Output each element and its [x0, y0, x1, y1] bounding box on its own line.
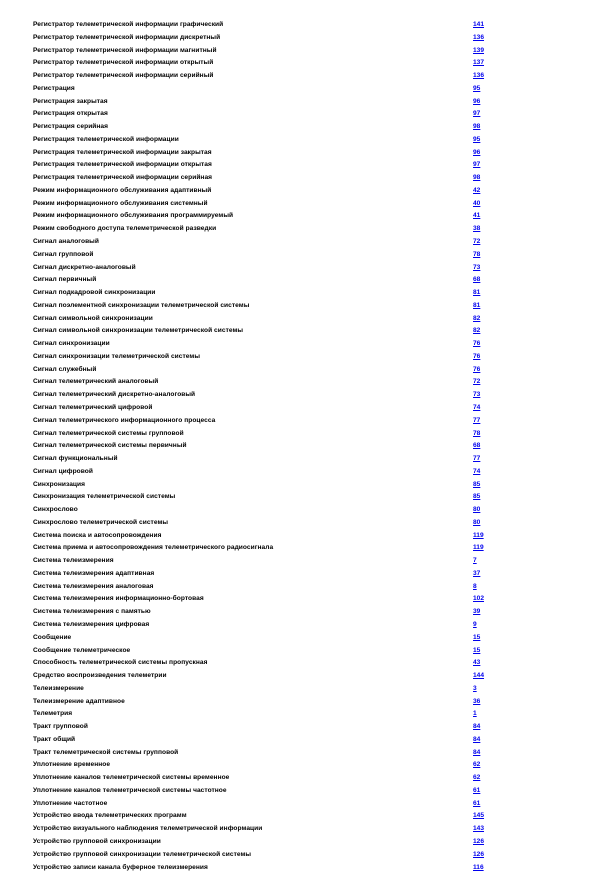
index-entry [33, 504, 493, 517]
index-term: Сигнал функциональный [33, 455, 118, 463]
index-page-link[interactable]: 80 [473, 506, 481, 514]
index-term: Сигнал синхронизации [33, 340, 110, 348]
index-entry [33, 159, 493, 172]
index-term: Система приема и автосопровождения телеметрического радиосигнала [33, 544, 274, 552]
index-term: Регистрация телеметрической информации открытая [33, 161, 212, 169]
index-page-link[interactable]: 97 [473, 161, 481, 169]
index-entry [33, 657, 493, 670]
index-page-link[interactable]: 1 [473, 710, 477, 718]
index-entry [33, 96, 493, 109]
index-term: Сигнал служебный [33, 365, 97, 373]
index-term: Синхрослово [33, 506, 78, 514]
index-entry [33, 236, 493, 249]
index-term: Регистратор телеметрической информации графический [33, 21, 224, 28]
index-page-link[interactable]: 95 [473, 84, 481, 92]
index-page-link[interactable]: 76 [473, 352, 481, 360]
index-page-link[interactable]: 37 [473, 569, 481, 577]
index-page-link[interactable]: 80 [473, 518, 481, 526]
index-entry [33, 338, 493, 351]
index-entry [33, 747, 493, 760]
index-entry [33, 798, 493, 811]
index-term: Регистрация телеметрической информации серийная [33, 174, 213, 182]
index-page-link[interactable]: 73 [473, 263, 481, 271]
index-entry [33, 262, 493, 275]
index-entry [33, 121, 493, 134]
index-page-link[interactable]: 43 [473, 659, 481, 667]
index-entry [33, 517, 493, 530]
index-page-link[interactable]: 98 [473, 174, 481, 182]
index-page-link[interactable]: 9 [473, 620, 477, 628]
index-term: Средство воспроизведения телеметрии [33, 672, 167, 680]
index-entry [33, 823, 493, 836]
index-term: Тракт общий [33, 735, 76, 743]
index-term: Режим информационного обслуживания адаптивный [33, 186, 212, 194]
index-entry [33, 172, 493, 185]
index-page-link[interactable]: 72 [473, 238, 481, 246]
index-entry [33, 772, 493, 785]
index-entry [33, 223, 493, 236]
index-entry [33, 300, 493, 313]
index-page-link[interactable]: 38 [473, 225, 481, 233]
index-page-link[interactable]: 68 [473, 276, 481, 284]
index-entry [33, 45, 493, 58]
index-term: Устройство ввода телеметрических программ [33, 812, 187, 820]
index-term: Устройство визуального наблюдения телеметрической информации [33, 825, 263, 833]
index-term: Синхрослово телеметрической системы [33, 518, 169, 526]
index-page-link[interactable]: 85 [473, 480, 481, 488]
index-term: Сигнал телеметрический аналоговый [33, 378, 159, 386]
index-page-link[interactable]: 42 [473, 186, 481, 194]
index-page-link[interactable]: 141 [473, 21, 485, 28]
index-entry [33, 210, 493, 223]
index-page-link[interactable]: 81 [473, 289, 481, 297]
index-entry [33, 862, 493, 874]
index-page-link[interactable]: 84 [473, 723, 481, 731]
index-term: Регистрация серийная [33, 123, 109, 131]
index-entry [33, 836, 493, 849]
index-page-link[interactable]: 68 [473, 442, 481, 450]
index-entry [33, 415, 493, 428]
index-page-link[interactable]: 102 [473, 595, 485, 603]
index-entry [33, 57, 493, 70]
index-term: Система телеизмерения аналоговая [33, 582, 154, 590]
index-entry [33, 708, 493, 721]
index-page-link[interactable]: 39 [473, 608, 481, 616]
index-page-link[interactable]: 61 [473, 786, 481, 794]
index-entry [33, 810, 493, 823]
index-term: Устройство записи канала буферное телеизмерения [33, 863, 208, 871]
index-entry [33, 606, 493, 619]
index-term: Телеизмерение [33, 684, 84, 692]
index-entry [33, 568, 493, 581]
index-term: Регистрация телеметрической информации [33, 135, 179, 143]
index-page-link[interactable]: 15 [473, 646, 481, 654]
index-term: Телеметрия [33, 710, 73, 718]
index-entry [33, 734, 493, 747]
index-term: Сигнал символьной синхронизации [33, 314, 153, 322]
index-entry [33, 108, 493, 121]
index-term: Система телеизмерения [33, 557, 114, 565]
index-term: Сигнал цифровой [33, 467, 93, 475]
index-entry [33, 785, 493, 798]
index-page-link[interactable]: 61 [473, 799, 481, 807]
index-entry [33, 249, 493, 262]
index-page-link[interactable]: 74 [473, 467, 481, 475]
index-term: Режим свободного доступа телеметрической разведки [33, 225, 217, 233]
index-term: Сигнал поэлементной синхронизации телеметрической системы [33, 301, 250, 309]
index-page-link[interactable]: 81 [473, 301, 481, 309]
index-entry [33, 849, 493, 862]
index-term: Устройство групповой синхронизации телеметрической системы [33, 850, 252, 858]
index-page-link[interactable]: 77 [473, 455, 481, 463]
index-page-link[interactable]: 72 [473, 378, 481, 386]
index-page-link[interactable]: 76 [473, 340, 481, 348]
index-entry [33, 491, 493, 504]
index-page-link[interactable]: 74 [473, 403, 481, 411]
index-term: Сигнал подкадровой синхронизации [33, 289, 156, 297]
index-entry [33, 453, 493, 466]
index-page-link[interactable]: 3 [473, 684, 477, 692]
index-entry [33, 364, 493, 377]
index-term: Сигнал синхронизации телеметрической системы [33, 352, 200, 360]
index-entry [33, 466, 493, 479]
index-term: Синхронизация телеметрической системы [33, 493, 176, 501]
index-term: Система поиска и автосопровождения [33, 531, 162, 539]
index-page-link[interactable]: 62 [473, 774, 481, 782]
index-page-link[interactable]: 96 [473, 97, 481, 105]
index-page-link[interactable]: 97 [473, 110, 481, 118]
index-term: Уплотнение каналов телеметрической системы частотное [33, 786, 227, 794]
index-term: Сообщение телеметрическое [33, 646, 131, 654]
index-entry [33, 389, 493, 402]
index-term: Сигнал дискретно-аналоговый [33, 263, 136, 271]
index-page-link[interactable]: 84 [473, 735, 481, 743]
index-entry [33, 593, 493, 606]
index-page-link[interactable]: 96 [473, 148, 481, 156]
index-page-link[interactable]: 7 [473, 557, 477, 565]
index-page-link[interactable]: 145 [473, 812, 485, 820]
index-entry [33, 19, 493, 32]
index-term: Регистрация телеметрической информации закрытая [33, 148, 212, 156]
index-term: Регистрация [33, 84, 75, 92]
index-page-link[interactable]: 119 [473, 544, 484, 552]
subject-index-list [33, 19, 493, 874]
index-term: Режим информационного обслуживания системный [33, 199, 208, 207]
index-page-link[interactable]: 73 [473, 391, 481, 399]
index-page-link[interactable]: 8 [473, 582, 477, 590]
index-term: Способность телеметрической системы пропускная [33, 659, 208, 667]
index-entry [33, 351, 493, 364]
index-entry [33, 134, 493, 147]
index-entry [33, 428, 493, 441]
index-entry [33, 376, 493, 389]
index-page-link[interactable]: 98 [473, 123, 481, 131]
index-term: Регистрация закрытая [33, 97, 108, 105]
index-entry [33, 313, 493, 326]
index-term: Сигнал аналоговый [33, 238, 99, 246]
index-page-link[interactable]: 41 [473, 212, 481, 220]
index-entry [33, 619, 493, 632]
index-term: Сигнал телеметрический цифровой [33, 403, 153, 411]
index-page-link[interactable]: 40 [473, 199, 481, 207]
index-term: Тракт телеметрической системы групповой [33, 748, 179, 756]
index-term: Устройство групповой синхронизации [33, 838, 161, 845]
index-page-link[interactable]: 15 [473, 633, 481, 641]
index-entry [33, 147, 493, 160]
index-term: Тракт групповой [33, 723, 88, 731]
index-entry [33, 479, 493, 492]
index-entry [33, 325, 493, 338]
index-entry [33, 683, 493, 696]
index-entry [33, 645, 493, 658]
index-page-link[interactable]: 82 [473, 314, 481, 322]
index-page-link[interactable]: 126 [473, 838, 485, 845]
index-entry [33, 70, 493, 83]
index-page-link[interactable]: 36 [473, 697, 481, 705]
index-page-link[interactable]: 116 [473, 863, 484, 871]
index-page-link[interactable]: 85 [473, 493, 481, 501]
index-term: Регистратор телеметрической информации серийный [33, 72, 214, 80]
index-page-link[interactable]: 126 [473, 850, 485, 858]
index-page-link[interactable]: 136 [473, 72, 485, 80]
index-entry [33, 83, 493, 96]
index-term: Сигнал групповой [33, 250, 94, 258]
index-term: Регистрация открытая [33, 110, 108, 118]
index-term: Сообщение [33, 633, 72, 641]
index-entry [33, 402, 493, 415]
index-page-link[interactable]: 119 [473, 531, 484, 539]
index-page-link[interactable]: 143 [473, 825, 485, 833]
index-term: Регистратор телеметрической информации магнитный [33, 46, 217, 54]
index-page-link[interactable]: 139 [473, 46, 485, 54]
index-term: Уплотнение временное [33, 761, 111, 769]
index-term: Регистратор телеметрической информации дискретный [33, 33, 221, 41]
index-term: Сигнал символьной синхронизации телеметрической системы [33, 327, 244, 335]
index-page-link[interactable]: 76 [473, 365, 481, 373]
index-entry [33, 759, 493, 772]
index-term: Система телеизмерения с памятью [33, 608, 151, 616]
index-term: Уплотнение частотное [33, 799, 108, 807]
index-page-link[interactable]: 62 [473, 761, 481, 769]
index-term: Система телеизмерения адаптивная [33, 569, 155, 577]
index-entry [33, 696, 493, 709]
index-entry [33, 185, 493, 198]
index-entry [33, 542, 493, 555]
index-entry [33, 440, 493, 453]
index-page-link[interactable]: 78 [473, 250, 481, 258]
index-entry [33, 632, 493, 645]
index-entry [33, 287, 493, 300]
index-entry [33, 581, 493, 594]
index-term: Система телеизмерения информационно-бортовая [33, 595, 204, 603]
index-term: Телеизмерение адаптивное [33, 697, 125, 705]
index-page-link[interactable]: 95 [473, 135, 481, 143]
index-page-link[interactable]: 137 [473, 59, 485, 67]
index-term: Сигнал первичный [33, 276, 97, 284]
index-term: Режим информационного обслуживания программируемый [33, 212, 234, 220]
index-page-link[interactable]: 78 [473, 429, 481, 437]
index-term: Сигнал телеметрический дискретно-аналоговый [33, 391, 196, 399]
index-page-link[interactable]: 82 [473, 327, 481, 335]
index-term: Сигнал телеметрической системы первичный [33, 442, 187, 450]
index-entry [33, 721, 493, 734]
index-page-link[interactable]: 84 [473, 748, 481, 756]
index-page-link[interactable]: 77 [473, 416, 481, 424]
index-entry [33, 32, 493, 45]
index-term: Регистратор телеметрической информации открытый [33, 59, 214, 67]
index-entry [33, 530, 493, 543]
index-term: Система телеизмерения цифровая [33, 620, 150, 628]
index-entry [33, 670, 493, 683]
index-term: Уплотнение каналов телеметрической системы временное [33, 774, 230, 782]
index-term: Сигнал телеметрического информационного процесса [33, 416, 216, 424]
index-term: Сигнал телеметрической системы групповой [33, 429, 184, 437]
index-entry [33, 274, 493, 287]
index-entry [33, 198, 493, 211]
index-page-link[interactable]: 144 [473, 672, 485, 680]
index-term: Синхронизация [33, 480, 86, 488]
index-page-link[interactable]: 136 [473, 33, 485, 41]
index-entry [33, 555, 493, 568]
